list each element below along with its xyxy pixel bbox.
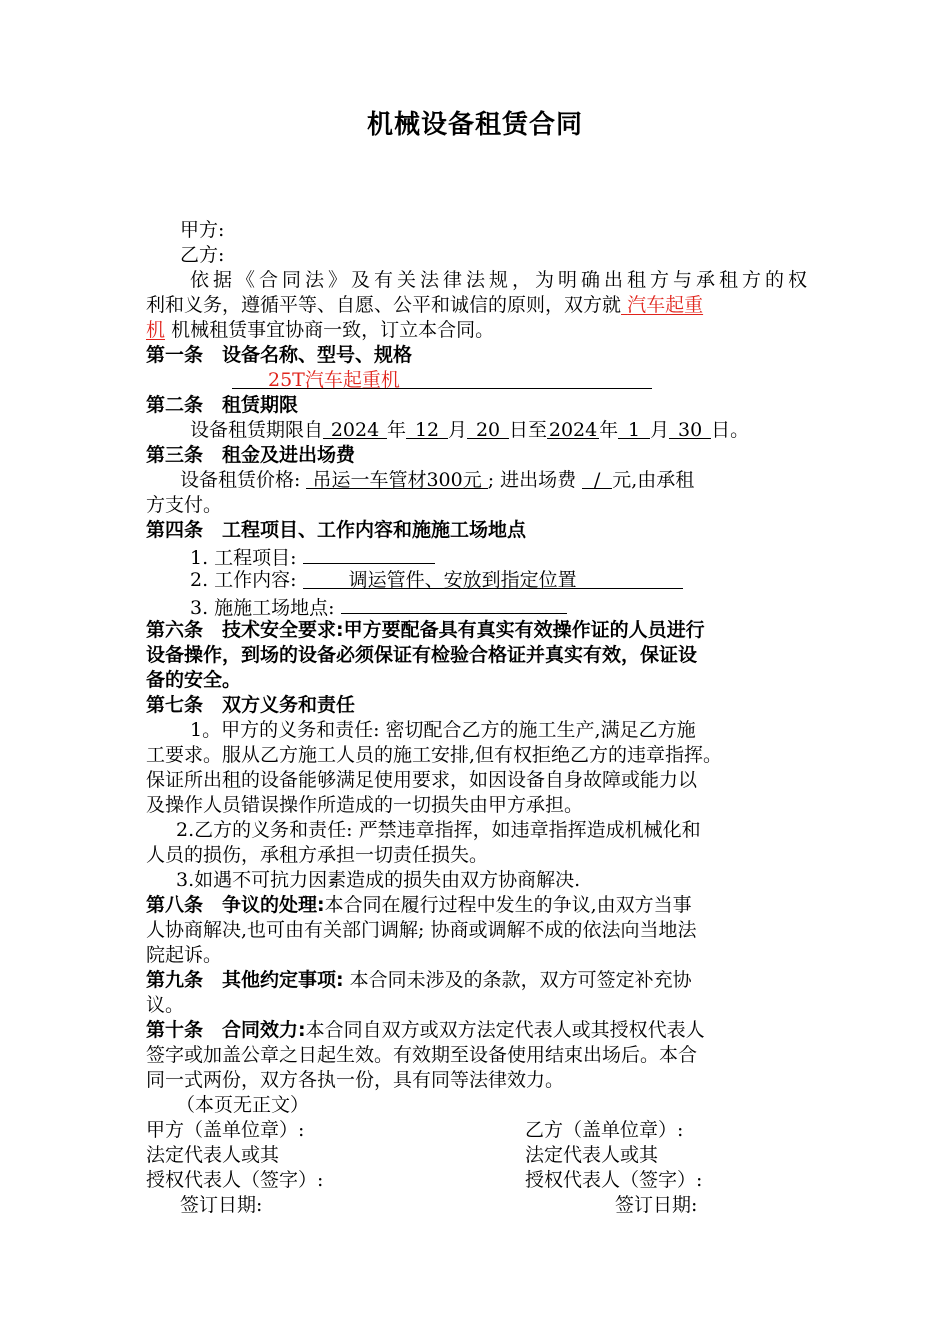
article-7-p1-line-4: 及操作人员错误操作所造成的一切损失由甲方承担。	[146, 794, 584, 816]
party-a-date: 签订日期:	[180, 1194, 263, 1216]
article-7-p3: 3.如遇不可抗力因素造成的损失由双方协商解决.	[176, 869, 581, 891]
equipment-name-part-1: 汽车起重	[627, 294, 704, 316]
rental-price: 吊运一车管材300元	[306, 468, 487, 489]
article-7-p1-line-2: 工要求。服从乙方施工人员的施工安排,但有权拒绝乙方的违章指挥。	[146, 744, 723, 766]
entry-exit-fee: /	[582, 468, 612, 489]
article-10-line-3: 同一式两份，双方各执一份，具有同等法律效力。	[146, 1069, 565, 1091]
article-7-p2-line-1: 2.乙方的义务和责任: 严禁违章指挥，如违章指挥造成机械化和	[176, 819, 701, 841]
start-day: 20	[467, 418, 509, 439]
party-a-label: 甲方:	[180, 219, 225, 241]
lease-period: 设备租赁期限自 2024 年 12 月 20 日至2024年 1 月 30 日。	[190, 419, 750, 441]
rental-price-line-2: 方支付。	[146, 494, 223, 516]
end-year: 2024	[548, 419, 598, 441]
intro-text: 利和义务，遵循平等、自愿、公平和诚信的原则，双方就	[146, 294, 622, 316]
party-b-seal: 乙方（盖单位章）:	[525, 1119, 684, 1141]
start-month: 12	[406, 418, 448, 439]
party-b-rep-1: 法定代表人或其	[525, 1144, 659, 1166]
article-6-line-3: 备的安全。	[146, 669, 242, 691]
intro-line-2	[146, 293, 811, 318]
article-3-heading: 第三条 租金及进出场费	[146, 444, 356, 466]
party-b-date: 签订日期:	[615, 1194, 698, 1216]
party-b-label: 乙方:	[180, 244, 225, 266]
intro-tail: 机械租赁事宜协商一致，订立本合同。	[171, 319, 495, 341]
article-10-heading: 第十条 合同效力:	[146, 1019, 306, 1041]
party-a-seal: 甲方（盖单位章）:	[146, 1119, 305, 1141]
project-item: 1. 工程项目:	[190, 543, 855, 571]
intro-line-3	[146, 318, 811, 343]
article-9-line-2: 议。	[146, 994, 185, 1016]
article-7-p2-line-2: 人员的损伤，承租方承担一切责任损失。	[146, 844, 489, 866]
article-6-line-1: 第六条 技术安全要求:甲方要配备具有真实有效操作证的人员进行	[146, 619, 705, 641]
start-year: 2024	[323, 418, 387, 439]
article-7-p1-line-1: 1。甲方的义务和责任: 密切配合乙方的施工生产,满足乙方施	[190, 719, 696, 741]
article-7-heading: 第七条 双方义务和责任	[146, 694, 356, 716]
article-9-line-1: 第九条 其他约定事项: 本合同未涉及的条款，双方可签定补充协	[146, 969, 692, 991]
site-location-item: 3. 施施工场地点:	[190, 593, 855, 621]
article-1-value	[232, 368, 897, 393]
article-8-line-2: 人协商解决,也可由有关部门调解; 协商或调解不成的依法向当地法	[146, 919, 697, 941]
article-10-line-2: 签字或加盖公章之日起生效。有效期至设备使用结束出场后。本合	[146, 1044, 698, 1066]
article-6-line-2: 设备操作，到场的设备必须保证有检验合格证并真实有效，保证设	[146, 644, 698, 666]
party-b-rep-2: 授权代表人（签字）:	[525, 1169, 703, 1191]
article-8-heading: 第八条 争议的处理:	[146, 894, 325, 916]
article-10-line-1: 第十条 合同效力:本合同自双方或双方法定代表人或其授权代表人	[146, 1019, 705, 1041]
article-8-line-1: 第八条 争议的处理:本合同在履行过程中发生的争议,由双方当事	[146, 894, 692, 916]
article-7-p1-line-3: 保证所出租的设备能够满足使用要求，如因设备自身故障或能力以	[146, 769, 698, 791]
party-a-rep-2: 授权代表人（签字）:	[146, 1169, 324, 1191]
rental-price-line: 设备租赁价格: 吊运一车管材300元 ; 进出场费 / 元,由承租	[180, 469, 695, 491]
equipment-model: 25T汽车起重机	[268, 369, 400, 391]
article-8-line-3: 院起诉。	[146, 944, 223, 966]
document-title: 机械设备租赁合同	[366, 110, 583, 140]
work-content-item: 2. 工作内容: 调运管件、安放到指定位置	[190, 568, 855, 593]
party-a-rep-1: 法定代表人或其	[146, 1144, 280, 1166]
article-1-heading: 第一条 设备名称、型号、规格	[146, 344, 413, 366]
work-content: 调运管件、安放到指定位置	[348, 569, 577, 591]
article-2-heading: 第二条 租赁期限	[146, 394, 299, 416]
article-9-heading: 第九条 其他约定事项:	[146, 969, 344, 991]
intro-line-1: 依据《合同法》及有关法律法规，为明确出租方与承租方的权	[190, 269, 807, 291]
end-day: 30	[669, 418, 711, 439]
equipment-name-part-2: 机	[146, 319, 166, 341]
end-month: 1	[618, 418, 650, 439]
no-text-note: （本页无正文）	[176, 1094, 310, 1116]
article-4-heading: 第四条 工程项目、工作内容和施施工场地点	[146, 519, 527, 541]
